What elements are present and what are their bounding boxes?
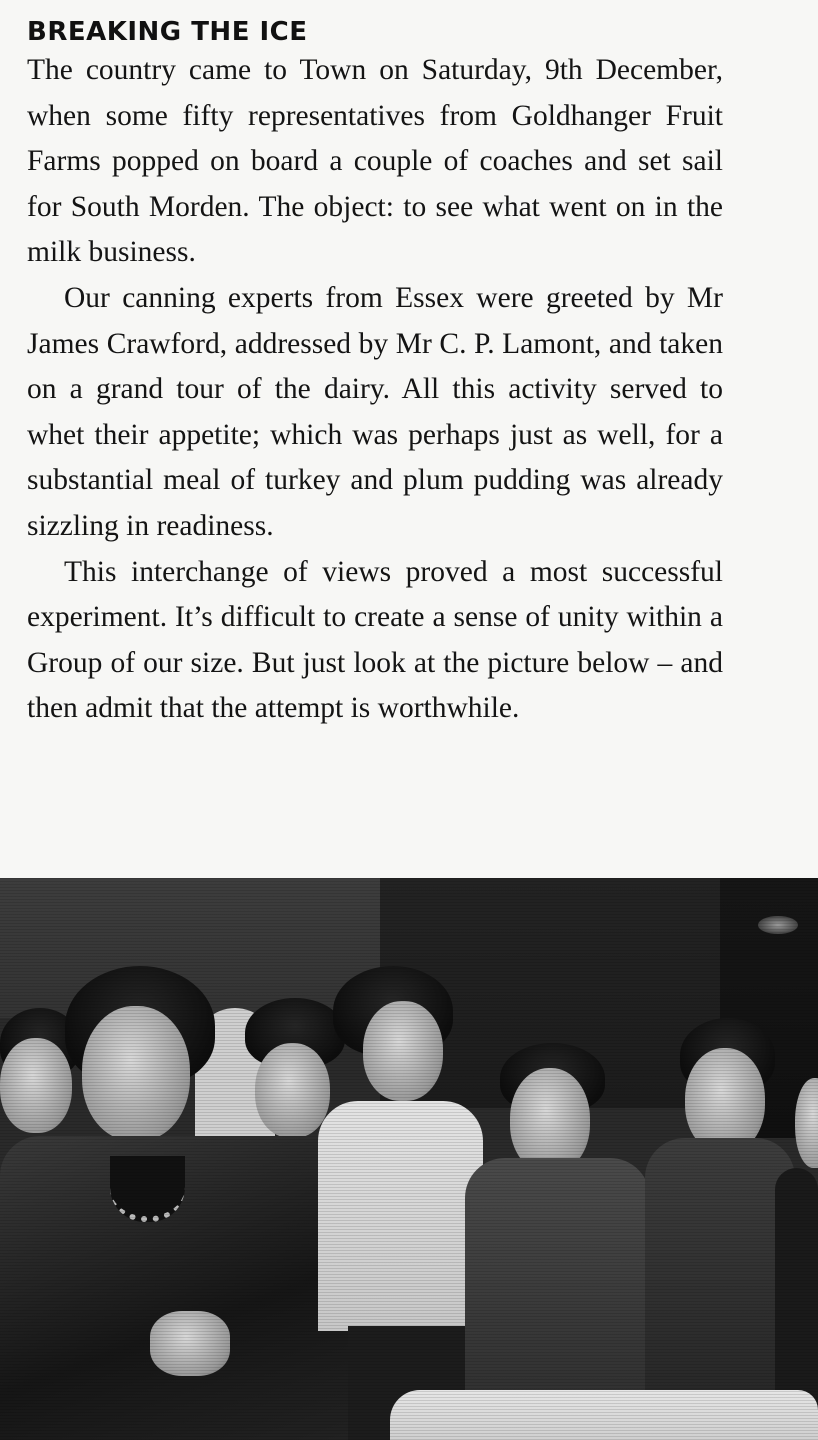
group-photo [0,878,818,1440]
article-paragraph-1: The country came to Town on Saturday, 9th December, when some fifty representatives from Goldhanger Fruit Farms popped on board a couple of coaches and set sail for South Morden. The object: to see what went on in the milk business. [27,54,723,269]
article-paragraph-2: Our canning experts from Essex were greeted by Mr James Crawford, addressed by Mr C. P. Lamont, and taken on a grand tour of the dairy. All this activity served to whet their appetite; which was perhaps just as well, for a substantial meal of turkey and plum pudding was already sizzling in readiness. [27,281,723,542]
photo-person-4 [318,966,488,1440]
photo-lamp [758,916,798,934]
article [27,14,723,732]
photo-person-7 [770,1038,818,1440]
photo-person-5 [465,1043,655,1440]
article-paragraph-3: This interchange of views proved a most successful experiment. It’s difficult to create a sense of unity within a Group of our size. But just look at the picture below – and then admit that the attempt is worthwhile. [27,555,723,725]
article-headline: BREAKING THE ICE [27,17,308,47]
photo-tablecloth [390,1390,818,1440]
photo-person-2 [0,966,360,1440]
